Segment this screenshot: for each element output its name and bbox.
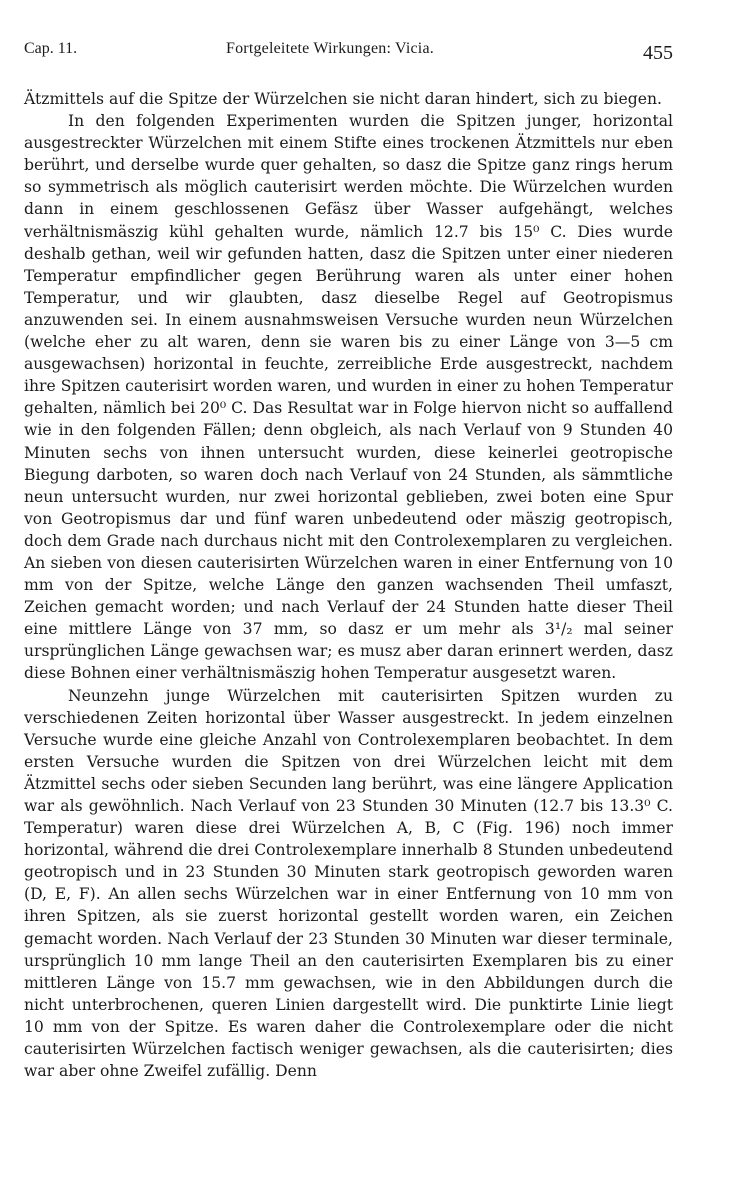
running-header — [24, 34, 673, 74]
paragraph: In den folgenden Experimenten wurden die Spitzen junger, horizontal ausgestreckter Würzelchen mit einem Stifte eines trockenen Ätzmittels nur eben berührt, und derselbe wurde quer gehalten, so dasz die Spitze ganz rings herum so symmetrisch als möglich cauterisirt werden möchte. Die Würzelchen wurden dann in einem geschlossenen Gefäsz über Wasser aufgehängt, welches verhältnismäszig kühl gehalten wurde, nämlich 12.7 bis 15⁰ C. Dies wurde deshalb gethan, weil wir gefunden hatten, dasz die Spitzen unter einer niederen Temperatur empfindlicher gegen Berührung waren als unter einer hohen Temperatur, und wir glaubten, dasz dieselbe Regel auf Geotropismus anzuwenden sei. In einem ausnahmsweisen Versuche wurden neun Würzelchen (welche eher zu alt waren, denn sie waren bis zu einer Länge von 3—5 cm ausgewachsen) horizontal in feuchte, zerreibliche Erde ausgestreckt, nachdem ihre Spitzen cauterisirt worden waren, und wurden in einer zu hohen Temperatur gehalten, nämlich bei 20⁰ C. Das Resultat war in Folge hiervon nicht so auffallend wie in den folgenden Fällen; denn obgleich, als nach Verlauf von 9 Stunden 40 Minuten sechs von ihnen untersucht wurden, diese keinerlei geotropische Biegung darboten, so waren doch nach Verlauf von 24 Stunden, als sämmtliche neun untersucht wurden, nur zwei horizontal geblieben, zwei boten eine Spur von Geotropismus dar und fünf waren unbedeutend oder mäszig geotropisch, doch dem Grade nach durchaus nicht mit den Controlexemplaren zu vergleichen. An sieben von diesen cauterisirten Würzelchen waren in einer Entfernung von 10 mm von der Spitze, welche Länge den ganzen wachsenden Theil umfaszt, Zeichen gemacht worden; und nach Verlauf der 24 Stunden hatte dieser Theil eine mittlere Länge von 37 mm, so dasz er um mehr als 3¹/₂ mal seiner ursprünglichen Länge gewachsen war; es musz aber daran erinnert werden, dasz diese Bohnen einer verhältnismäszig hohen Temperatur ausgesetzt waren. — [24, 112, 673, 683]
body-text — [24, 88, 673, 1082]
paragraph-continuation: Ätzmittels auf die Spitze der Würzelchen sie nicht daran hindert, sich zu biegen. — [24, 90, 662, 108]
chapter-label: Cap. 11. — [24, 40, 78, 57]
running-title: Fortgeleitete Wirkungen: Vicia. — [226, 40, 434, 57]
paragraph: Neunzehn junge Würzelchen mit cauterisirten Spitzen wurden zu verschiedenen Zeiten horizontal über Wasser ausgestreckt. In jedem einzelnen Versuche wurde eine gleiche Anzahl von Controlexemplaren beobachtet. In dem ersten Versuche wurden die Spitzen von drei Würzelchen leicht mit dem Ätzmittel sechs oder sieben Secunden lang berührt, was eine längere Application war als gewöhnlich. Nach Verlauf von 23 Stunden 30 Minuten (12.7 bis 13.3⁰ C. Temperatur) waren diese drei Würzelchen A, B, C (Fig. 196) noch immer horizontal, während die drei Controlexemplare innerhalb 8 Stunden unbedeutend geotropisch und in 23 Stunden 30 Minuten stark geotropisch geworden waren (D, E, F). An allen sechs Würzelchen war in einer Entfernung von 10 mm von ihren Spitzen, als sie zuerst horizontal gestellt worden waren, ein Zeichen gemacht worden. Nach Verlauf der 23 Stunden 30 Minuten war dieser terminale, ursprünglich 10 mm lange Theil an den cauterisirten Exemplaren bis zu einer mittleren Länge von 15.7 mm gewachsen, wie in den Abbildungen durch die nicht unterbrochenen, queren Linien dargestellt wird. Die punktirte Linie liegt 10 mm von der Spitze. Es waren daher die Controlexemplare oder die nicht cauterisirten Würzelchen factisch weniger gewachsen, als die cauterisirten; dies war aber ohne Zweifel zufällig. Denn — [24, 686, 673, 1081]
page-number: 455 — [643, 42, 673, 64]
